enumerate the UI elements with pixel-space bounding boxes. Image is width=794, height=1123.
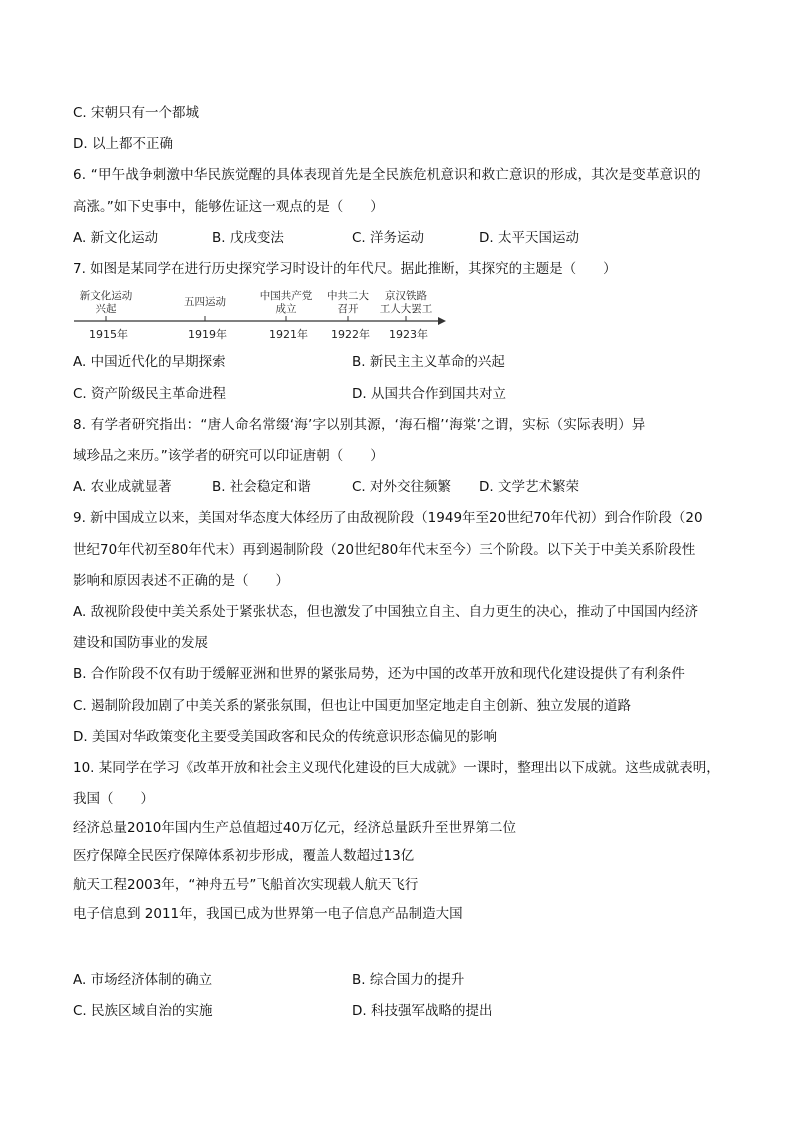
timeline-event-1923-line1: 京汉铁路 xyxy=(385,290,427,302)
q7-option-b: B. 新民主主义革命的兴起 xyxy=(352,354,505,370)
q9-option-c: C. 遏制阶段加剧了中美关系的紧张氛围，但也让中国更加坚定地走自主创新、独立发展的道路 xyxy=(73,698,632,714)
timeline-event-1919 xyxy=(174,296,236,309)
timeline-event-1922-line2: 召开 xyxy=(337,303,359,315)
timeline-year-1921: 1921年 xyxy=(269,328,308,341)
q9-option-a-line2: 建设和国防事业的发展 xyxy=(73,635,208,651)
q8-stem-line2: 域珍品之来历。”该学者的研究可以印证唐朝（ ） xyxy=(73,448,384,464)
timeline-ruler xyxy=(68,284,458,344)
timeline-year-1923: 1923年 xyxy=(389,328,428,341)
q10-option-a: A. 市场经济体制的确立 xyxy=(73,972,213,988)
q8-option-a: A. 农业成就显著 xyxy=(73,479,172,495)
q7-stem: 7. 如图是某同学在进行历史探究学习时设计的年代尺。据此推断，其探究的主题是（ ） xyxy=(73,261,617,277)
q10-achievement: 航天工程2003年，“神舟五号”飞船首次实现载人航天飞行 xyxy=(73,877,419,893)
q10-option-b: B. 综合国力的提升 xyxy=(352,972,465,988)
q9-option-d: D. 美国对华政策变化主要受美国政客和民众的传统意识形态偏见的影响 xyxy=(73,729,497,745)
q10-option-d: D. 科技强军战略的提出 xyxy=(352,1003,493,1019)
timeline-event-1915-line1: 新文化运动 xyxy=(79,290,133,302)
q8-option-b: B. 社会稳定和谐 xyxy=(212,479,311,495)
q9-option-b: B. 合作阶段不仅有助于缓解亚洲和世界的紧张局势，还为中国的改革开放和现代化建设提供了有利条件 xyxy=(73,666,685,682)
q5-option-d: D. 以上都不正确 xyxy=(73,136,173,152)
q7-option-c: C. 资产阶级民主革命进程 xyxy=(73,386,227,402)
timeline-year-1915: 1915年 xyxy=(89,328,128,341)
q10-option-c: C. 民族区域自治的实施 xyxy=(73,1003,213,1019)
timeline-event-1921-line2: 成立 xyxy=(275,303,297,315)
q6-option-c: C. 洋务运动 xyxy=(352,230,425,246)
timeline-event-1921 xyxy=(251,290,321,316)
timeline-year-1922: 1922年 xyxy=(331,328,370,341)
q5-option-c: C. 宋朝只有一个都城 xyxy=(73,105,200,121)
q10-achievement: 电子信息到 2011年，我国已成为世界第一电子信息产品制造大国 xyxy=(73,906,463,922)
q9-stem-line3: 影响和原因表述不正确的是（ ） xyxy=(73,573,289,589)
timeline-event-1923-line2: 工人大罢工 xyxy=(379,303,433,315)
timeline-event-1922-line1: 中共二大 xyxy=(327,290,369,302)
timeline-event-1915 xyxy=(73,290,139,316)
timeline-year-1919: 1919年 xyxy=(188,328,227,341)
q10-achievement: 经济总量2010年国内生产总值超过40万亿元，经济总量跃升至世界第二位 xyxy=(73,820,517,836)
timeline-arrow-icon xyxy=(438,317,446,325)
q9-stem-line2: 世纪70年代初至80年代末）再到遏制阶段（20世纪80年代末至今）三个阶段。以下关于中美关系阶段性 xyxy=(73,542,696,558)
q10-stem-line1: 10. 某同学在学习《改革开放和社会主义现代化建设的巨大成就》一课时，整理出以下成就。这些成就表明， xyxy=(73,760,720,776)
q10-stem-line2: 我国（ ） xyxy=(73,791,154,807)
q8-stem-line1: 8. 有学者研究指出：“唐人命名常缀‘海’字以别其源，‘海石榴’‘海棠’之谓，实标（实际表明）异 xyxy=(73,417,646,433)
timeline-event-1923 xyxy=(372,290,440,316)
q9-option-a-line1: A. 敌视阶段使中美关系处于紧张状态，但也激发了中国独立自主、自力更生的决心，推动了中国国内经济 xyxy=(73,604,699,620)
q6-option-b: B. 戊戌变法 xyxy=(212,230,284,246)
timeline-event-1915-line2: 兴起 xyxy=(95,303,117,315)
q7-option-d: D. 从国共合作到国共对立 xyxy=(352,386,506,402)
timeline-event-1919-line1: 五四运动 xyxy=(184,296,226,308)
q6-stem-line2: 高涨。”如下史事中，能够佐证这一观点的是（ ） xyxy=(73,199,384,215)
q6-option-a: A. 新文化运动 xyxy=(73,230,159,246)
timeline-event-1922 xyxy=(320,290,376,316)
q6-option-d: D. 太平天国运动 xyxy=(479,230,579,246)
timeline-event-1921-line1: 中国共产党 xyxy=(259,290,313,302)
q8-option-d: D. 文学艺术繁荣 xyxy=(479,479,579,495)
q10-achievement: 医疗保障全民医疗保障体系初步形成，覆盖人数超过13亿 xyxy=(73,848,415,864)
q8-option-c: C. 对外交往频繁 xyxy=(352,479,452,495)
q9-stem-line1: 9. 新中国成立以来，美国对华态度大体经历了由敌视阶段（1949年至20世纪70年代初）到合作阶段（20 xyxy=(73,510,703,526)
q7-option-a: A. 中国近代化的早期探索 xyxy=(73,354,226,370)
q6-stem-line1: 6. “甲午战争刺激中华民族觉醒的具体表现首先是全民族危机意识和救亡意识的形成，其次是变革意识的 xyxy=(73,167,701,183)
